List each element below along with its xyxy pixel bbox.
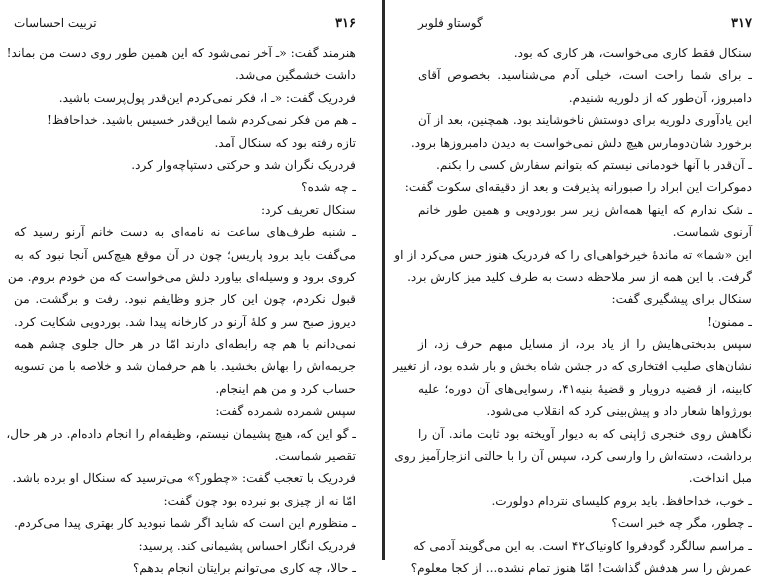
text-line: ـ هم من فکر نمی‌کردم شما این‌قدر خسیس باشید. خداحافظ! [46,113,356,128]
text-line: هنرمند گفت: «ـ آخر نمی‌شود که این همین طور روی دست من بماند! [6,46,356,60]
text-line: ـ خوب، خداحافظ. باید بروم کلیسای نتردام دولورت. [491,493,752,508]
text-line: این «شما» ته ماندهٔ خیرخواهی‌ای را که فردریک هنوز حس می‌کرد از او [394,247,752,262]
left-running-title: تربیت احساسات [14,16,97,30]
text-line: سپس بدبختی‌هایش را از یاد برد، از مسایل مبهم حرف زد، از [418,337,752,352]
text-line: نشان‌های صلیب افتخاری که در جشن شاه بخش و بار شده بود، از تغییر [393,359,752,374]
right-page-header [418,10,752,36]
text-line: تقصیر شماست. [274,449,356,464]
text-line: داشت خشمگین می‌شد. [234,68,356,83]
text-line: دامبروز، آن‌طور که از دلوریه شنیدم. [568,90,752,105]
text-line: آرنوی شماست. [672,225,752,240]
text-line: ـ چه شده؟ [301,180,356,195]
left-page-number: ۳۱۶ [335,15,356,31]
text-line: برخورد شان‌دومارس هیچ دلش نمی‌خواست به دیدن دامبروزها برود. [410,135,752,150]
text-line: برداشت، دسته‌اش را وارسی کرد، سپس آن را با حالتی انزجارآمیز روی [394,449,752,464]
text-line: دموکرات این ابراد را صبورانه پذیرفت و بعد از دقیقه‌ای سکوت گفت: [404,180,752,195]
text-line: ـ منظورم این است که شاید اگر شما نبودید کار بهتری پیدا می‌کردم. [14,516,356,531]
text-line: سپس شمرده شمرده گفت: [215,404,356,419]
text-line: فردریک نگران شد و حرکتی دستپاچه‌وار کرد. [131,157,356,172]
text-line: ـ برای شما راحت است، خیلی آدم می‌شناسید. بخصوص آقای [418,68,752,83]
text-line: ـ گو این که، هیچ پشیمان نیستم، وظیفه‌ام را انجام داده‌ام. در هر حال، [6,426,356,441]
text-line: فردریک انگار احساس پشیمانی کند. پرسید: [138,538,356,553]
text-line: ـ چطور، مگر چه خبر است؟ [611,516,752,531]
text-line: سنکال تعریف کرد: [260,202,356,217]
text-line: این یادآوری دلوریه برای دوستش ناخوشایند بود. همچنین، بعد از آن [418,113,752,128]
left-page-body [6,42,356,579]
right-page-body [393,42,752,579]
text-line: ـ شنبه طرف‌های ساعت نه نامه‌ای به دست خانم آرنو رسید که [14,225,356,240]
text-line: ـ شک ندارم که اینها همه‌اش زیر سر بوردویی و همین طور خانم [418,202,752,217]
left-page-header [14,10,356,36]
text-line: قبول نکردم، چون این کار جزو وظایفم نبود. رفت و برگشت. من [14,292,356,307]
text-line: ـ ممنون! [707,314,752,329]
text-line: ـ حالا، چه کاری می‌توانم برایتان انجام بدهم؟ [132,560,356,575]
text-line: کابینه، از قضیه درویار و قضیهٔ بنیه۴۱، رسوایی‌های آن دوره؛ علیه [418,381,752,396]
text-line: نمی‌دانم با هم چه رابطه‌ای دارند امّا در هر حال جلوی چشم همه [14,337,356,352]
text-line: فردریک با تعجب گفت: «چطور؟» می‌ترسید که سنکال او برده باشد. [12,471,356,486]
right-page-number: ۳۱۷ [731,15,752,31]
text-line: سنکال برای پیشگیری گفت: [611,292,752,307]
text-line: مبل انداخت. [688,471,752,486]
text-line: ـ مراسم سالگرد گودفروا کاونیاک۴۲ است. به این می‌گویند آدمی که [413,538,752,553]
right-page [384,0,768,575]
text-line: تازه رفته بود که سنکال آمد. [214,135,356,150]
right-running-title: گوستاو فلوبر [418,16,483,30]
text-line: بورژواها شعار داد و پیش‌بینی کرد که انقلاب می‌شود. [486,404,752,419]
text-line: کروی برود و وسیله‌ای بیاورد دلش می‌خواست که من خودم بروم. من [7,269,356,284]
text-line: ـ آن‌قدر با آنها خودمانی نیستم که بتوانم سفارش کسی را بکنم. [436,157,752,172]
text-line: دیروز صبح سر و کلهٔ آرنو در کارخانه پیدا شد. بوردویی شکایت کرد. [14,314,356,329]
left-page [0,0,384,575]
text-line: جریمه‌اش را بهاش بخشید. با هم حرفمان شد و خلاصه با من تسویه [14,359,356,374]
text-line: می‌گفت باید برود پاریس؛ چون در آن موقع هیچ‌کس آنجا نبود که به [14,247,356,262]
text-line: امّا نه از چیزی بو نبرده بود چون گفت: [163,493,356,508]
text-line: گرفت. با این همه از سر ملاحظه دست به طرف کلید میز کارش برد. [407,269,752,284]
text-line: حساب کرد و من هم اینجام. [215,381,356,396]
text-line: عمرش را سر هدفش گذاشت! امّا هنوز تمام نشده... از کجا معلوم؟ [410,560,752,575]
text-line: فردریک گفت: «ـ ا، فکر نمی‌کردم این‌قدر پول‌پرست باشید. [58,90,356,105]
text-line: نگاهش روی خنجری ژاپنی که به دیوار آویخته بود ثابت ماند. آن را [418,426,752,441]
text-line: سنکال فقط کاری می‌خواست، هر کاری که بود. [513,46,752,60]
